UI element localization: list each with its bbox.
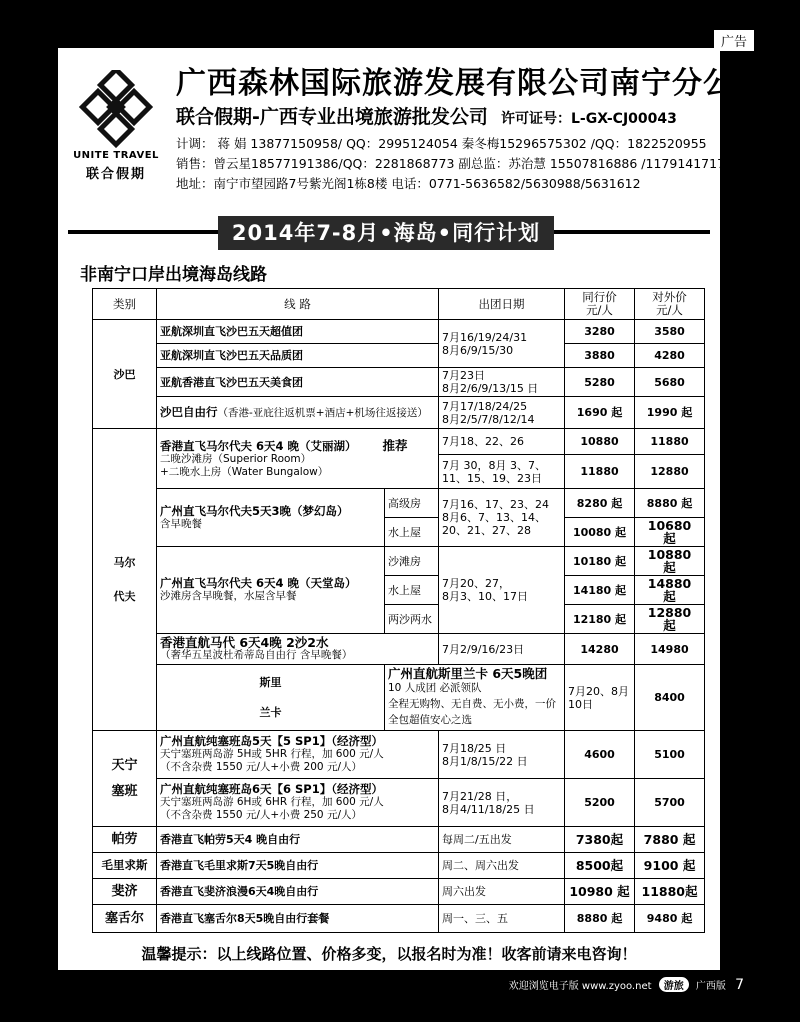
logo xyxy=(68,70,164,195)
banner-area xyxy=(58,206,720,256)
route-title: 香港直飞帕劳5天4 晚自由行 xyxy=(157,827,439,853)
table-row xyxy=(93,827,705,853)
retail-price: 8880 起 xyxy=(635,489,705,518)
footer-edition: 广西版 xyxy=(695,981,726,992)
route-dates: 7月23日 8月2/6/9/13/15 日 xyxy=(439,368,565,397)
route-dates: 7月20、27， 8月3、10、17日 xyxy=(439,547,565,634)
route-dates: 7月17/18/24/25 8月2/5/7/8/12/14 xyxy=(439,397,565,429)
route-dates: 7月16/19/24/31 8月6/9/15/30 xyxy=(439,320,565,368)
header-route: 线 路 xyxy=(157,289,439,320)
route-title: 广州直飞马尔代夫 6天4 晚（天堂岛） xyxy=(160,576,357,590)
peer-price: 8500起 xyxy=(565,853,635,879)
peer-price: 12180 起 xyxy=(565,605,635,634)
slogan-line xyxy=(176,102,677,129)
table-row xyxy=(93,489,705,518)
peer-price: 3880 xyxy=(565,344,635,368)
retail-price: 10680 起 xyxy=(635,518,705,547)
route-cell xyxy=(157,779,439,827)
route-dates: 7月18/25 日 8月1/8/15/22 日 xyxy=(439,731,565,779)
route-title: 广州直航纯塞班岛6天【6 SP1】（经济型） xyxy=(160,782,383,796)
table-row xyxy=(93,879,705,905)
category-maldives: 马尔 代夫 xyxy=(93,429,157,731)
retail-price: 12880 xyxy=(635,455,705,489)
footer xyxy=(509,977,744,993)
retail-price: 4280 xyxy=(635,344,705,368)
recommend-tag: 推荐 xyxy=(382,437,408,453)
peer-price: 10980 起 xyxy=(565,879,635,905)
route-title: 沙巴自由行 xyxy=(160,404,218,419)
table-header-row xyxy=(93,289,705,320)
peer-price: 11880 xyxy=(565,455,635,489)
route-cell xyxy=(157,397,439,429)
category-seychelles: 塞舌尔 xyxy=(93,905,157,933)
route-cell xyxy=(385,665,565,731)
peer-price: 5280 xyxy=(565,368,635,397)
retail-price: 11880起 xyxy=(635,879,705,905)
page-number: 7 xyxy=(735,977,744,993)
table-row xyxy=(93,731,705,779)
endless-knot-icon xyxy=(79,70,153,148)
retail-price: 9100 起 xyxy=(635,853,705,879)
retail-price: 9480 起 xyxy=(635,905,705,933)
route-title: 广州直航纯塞班岛5天【5 SP1】（经济型） xyxy=(160,734,383,748)
route-table xyxy=(92,288,705,933)
route-title: 香港直飞斐济浪漫6天4晚自由行 xyxy=(157,879,439,905)
contact-line-2: 销售：曾云星18577191386/QQ：2281868773 副总监：苏治慧 15507816886 /1179141717 xyxy=(176,156,726,171)
retail-price: 5680 xyxy=(635,368,705,397)
route-cell xyxy=(157,547,385,634)
peer-price: 4600 xyxy=(565,731,635,779)
peer-price: 14180 起 xyxy=(565,576,635,605)
room-option: 沙滩房 xyxy=(385,547,439,576)
category-srilanka: 斯里 兰卡 xyxy=(157,665,385,731)
route-cell xyxy=(157,489,385,547)
contact-line-3: 地址：南宁市望园路7号紫光阁1栋8楼 电话：0771-5636582/5630988/5631612 xyxy=(176,176,641,191)
peer-price: 7380起 xyxy=(565,827,635,853)
room-option: 高级房 xyxy=(385,489,439,518)
table-row xyxy=(93,397,705,429)
route-title: 广州直飞马尔代夫5天3晚（梦幻岛） xyxy=(160,503,349,518)
category-palau: 帕劳 xyxy=(93,827,157,853)
route-dates: 7月21/28 日， 8月4/11/18/25 日 xyxy=(439,779,565,827)
route-note: 含早晚餐 xyxy=(160,517,202,530)
route-note: 沙滩房含早晚餐，水屋含早餐 xyxy=(160,590,297,602)
retail-price: 14980 xyxy=(635,634,705,665)
route-dates: 7月18、22、26 xyxy=(439,429,565,455)
room-option: 两沙两水 xyxy=(385,605,439,634)
route-title: 香港直飞马尔代夫 6天4 晚（艾丽湖） xyxy=(160,438,357,453)
table-row xyxy=(93,344,705,368)
route-title: 香港直飞毛里求斯7天5晚自由行 xyxy=(157,853,439,879)
retail-price: 5700 xyxy=(635,779,705,827)
route-cell xyxy=(157,634,439,665)
peer-price: 3280 xyxy=(565,320,635,344)
peer-price: 8280 起 xyxy=(565,489,635,518)
logo-text-en: UNITE TRAVEL xyxy=(73,150,159,161)
room-option: 水上屋 xyxy=(385,576,439,605)
peer-price: 5200 xyxy=(565,779,635,827)
route-dates: 周六出发 xyxy=(439,879,565,905)
category-mauritius: 毛里求斯 xyxy=(93,853,157,879)
route-dates: 周二、周六出发 xyxy=(439,853,565,879)
route-title: 亚航深圳直飞沙巴五天品质团 xyxy=(157,344,439,368)
contact-line-1: 计调： 蒋 娟 13877150958/ QQ：2995124054 秦冬梅15296575302 /QQ：1822520955 xyxy=(176,136,707,151)
route-note: 天宁塞班两岛游 5H或 5HR 行程，加 600 元/人 （不含杂费 1550 元/人+小费 200 元/人） xyxy=(160,748,384,773)
route-note: （奢华五星波杜希蒂岛自由行 含早晚餐） xyxy=(160,649,353,661)
table-row xyxy=(93,779,705,827)
retail-price: 3580 xyxy=(635,320,705,344)
route-title: 亚航深圳直飞沙巴五天超值团 xyxy=(157,320,439,344)
route-dates: 每周二/五出发 xyxy=(439,827,565,853)
route-note: 天宁塞班两岛游 6H或 6HR 行程，加 600 元/人 （不含杂费 1550 元/人+小费 250 元/人） xyxy=(160,796,384,821)
header xyxy=(58,48,765,206)
table-row xyxy=(93,853,705,879)
route-note: 10 人成团 必派领队 全程无购物、无自费、无小费，一价全包超值安心之选 xyxy=(388,682,556,726)
route-note: （香港-亚庇往返机票+酒店+机场往返接送） xyxy=(217,406,428,419)
route-dates: 7月16、17、23、24 8月6、7、13、14、 20、21、27、28 xyxy=(439,489,565,547)
retail-price: 5100 xyxy=(635,731,705,779)
table-row xyxy=(93,665,705,731)
route-title: 广州直航斯里兰卡 6天5晚团 xyxy=(388,666,548,681)
route-dates: 7月 30，8月 3、7、 11、15、19、23日 xyxy=(439,455,565,489)
retail-price: 10880 起 xyxy=(635,547,705,576)
retail-price: 7880 起 xyxy=(635,827,705,853)
slogan: 联合假期-广西专业出境旅游批发公司 xyxy=(176,106,488,128)
retail-price: 12880 起 xyxy=(635,605,705,634)
header-date: 出团日期 xyxy=(439,289,565,320)
table-row xyxy=(93,320,705,344)
table-row xyxy=(93,547,705,576)
banner-title: 2014年7-8月•海岛•同行计划 xyxy=(218,216,554,250)
route-cell xyxy=(157,429,439,489)
route-dates: 7月20、8月10日 xyxy=(565,665,635,731)
route-dates: 周一、三、五 xyxy=(439,905,565,933)
retail-price: 11880 xyxy=(635,429,705,455)
peer-price: 10880 xyxy=(565,429,635,455)
footer-site: 欢迎浏览电子版 www.zyoo.net xyxy=(508,981,652,992)
peer-price: 1690 起 xyxy=(565,397,635,429)
category-sabah: 沙巴 xyxy=(93,320,157,429)
peer-price: 10180 起 xyxy=(565,547,635,576)
peer-price: 8400 xyxy=(635,665,705,731)
table-row xyxy=(93,634,705,665)
ad-tag: 广告 xyxy=(714,30,754,51)
logo-text-cn: 联合假期 xyxy=(85,167,146,182)
category-saipan: 天宁 塞班 xyxy=(93,731,157,827)
route-title: 香港直飞塞舌尔8天5晚自由行套餐 xyxy=(157,905,439,933)
peer-price: 14280 xyxy=(565,634,635,665)
route-cell xyxy=(157,731,439,779)
peer-price: 8880 起 xyxy=(565,905,635,933)
header-retail-price: 对外价 元/人 xyxy=(635,289,705,320)
license-number: 许可证号：L-GX-CJ00043 xyxy=(500,111,677,127)
category-fiji: 斐济 xyxy=(93,879,157,905)
table-row xyxy=(93,368,705,397)
footer-brand: 游旅 xyxy=(659,977,689,992)
route-title: 香港直航马代 6天4晚 2沙2水 xyxy=(160,635,329,650)
header-peer-price: 同行价 元/人 xyxy=(565,289,635,320)
peer-price: 10080 起 xyxy=(565,518,635,547)
route-note: 二晚沙滩房（Superior Room） +二晚水上房（Water Bungalow） xyxy=(160,452,329,478)
route-dates: 7月2/9/16/23日 xyxy=(439,634,565,665)
room-option: 水上屋 xyxy=(385,518,439,547)
table-row xyxy=(93,905,705,933)
retail-price: 14880 起 xyxy=(635,576,705,605)
page xyxy=(58,48,765,970)
company-name: 广西森林国际旅游发展有限公司南宁分公司 xyxy=(176,66,765,101)
warm-tip: 温馨提示：以上线路位置、价格多变，以报名时为准！收客前请来电咨询！ xyxy=(141,945,637,963)
section-title: 非南宁口岸出境海岛线路 xyxy=(80,265,267,285)
route-title: 亚航香港直飞沙巴五天美食团 xyxy=(157,368,439,397)
retail-price: 1990 起 xyxy=(635,397,705,429)
table-row xyxy=(93,429,705,455)
header-category: 类别 xyxy=(93,289,157,320)
